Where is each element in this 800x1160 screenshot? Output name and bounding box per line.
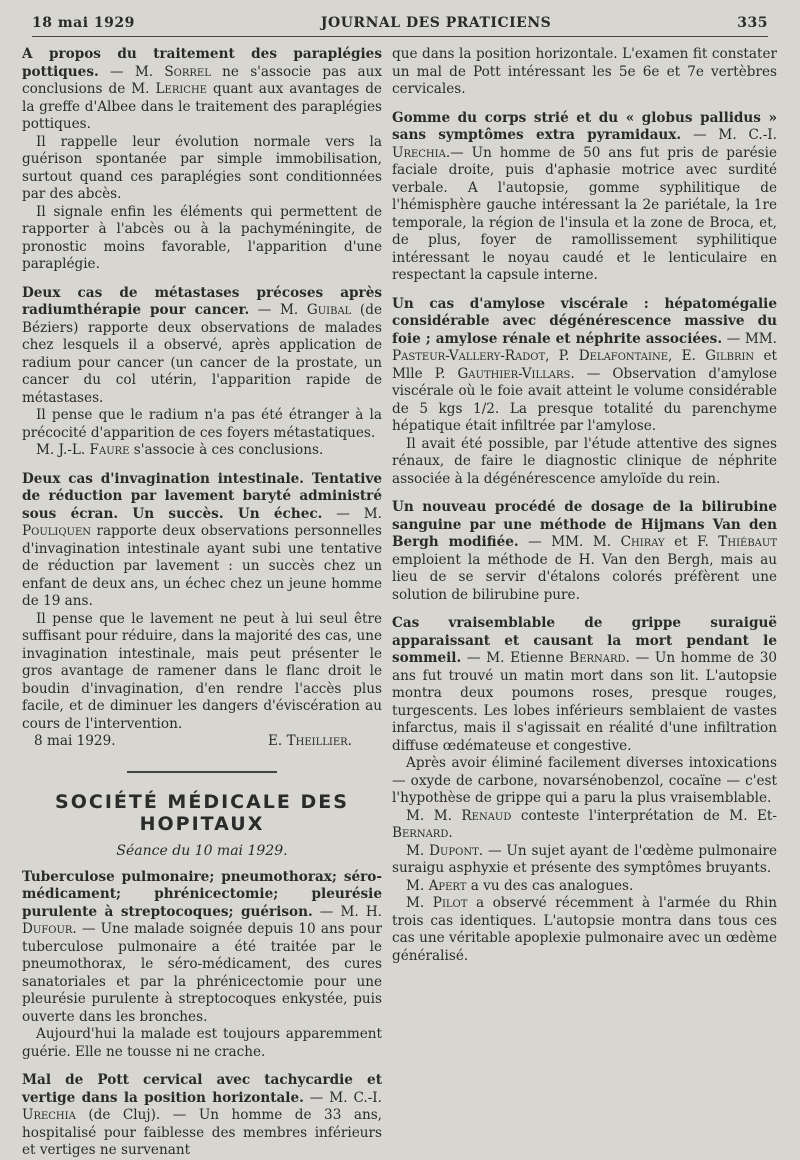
header-journal-title: JOURNAL DES PRATICIENS — [320, 15, 552, 31]
text: a observé récemment à l'armée du Rhin trois cas identiques. L'autopsie montra dans tous ces cas une véritable apoplexie pulmonaire avec un œdème généralisé. — [392, 895, 778, 964]
author-name: Leriche — [155, 81, 207, 97]
paragraph: Aujourd'hui la malade est toujours apparemment guérie. Elle ne tousse ni ne crache. — [22, 1026, 382, 1060]
paragraph-continued: que dans la position horizontale. L'examen fit constater un mal de Pott intéressant les 5e 6e et 7e vertèbres cervicales. — [392, 46, 777, 97]
society-heading: SOCIÉTÉ MÉDICALE DES HOPITAUX — [55, 790, 349, 835]
spacer — [392, 604, 777, 615]
text: et Mlle P. — [392, 348, 777, 382]
text: M. — [406, 842, 430, 859]
author-name: Sorrel — [164, 63, 211, 80]
text: — M. C.-I. — [681, 127, 777, 143]
spacer — [392, 488, 777, 499]
paragraph: Après avoir éliminé facilement diverses intoxications — oxyde de carbone, novarsénobenzol, cocaïne — c'est l'hypothèse de grippe qui a paru la plus vraisemblable. — [392, 755, 777, 806]
author-name: Pilot — [432, 895, 468, 911]
text: M. J.-L. — [36, 442, 90, 458]
text: M. M. — [406, 807, 462, 824]
author-name: Chiray — [620, 534, 665, 550]
text: — M. — [322, 505, 382, 522]
article-metastases — [22, 285, 382, 408]
author-name: Pouliquen — [22, 523, 92, 539]
signature-date: 8 mai 1929. — [34, 733, 116, 749]
text: et F. — [664, 534, 719, 550]
header-rule — [32, 36, 768, 37]
left-column — [22, 46, 382, 1160]
signature-author: E. Theillier. — [268, 733, 352, 749]
article-title: Tuberculose pulmonaire; pneumothorax; séro-médicament; phrénicectomie; pleurésie purulente à streptocoques; guérison. — [22, 868, 382, 920]
paragraph — [392, 843, 777, 878]
text: — M. Etienne — [461, 650, 570, 666]
author-name: Renaud — [461, 807, 512, 824]
text: . — Observation d'amylose viscérale où le foie avait atteint le volume considérable de 5 kgs 1/2. La presque totalité du parenchyme hépatique était infiltrée par l'amylose. — [392, 365, 777, 434]
paragraph — [22, 442, 382, 460]
article-title: Un cas d'amylose viscérale : hépatomégalie considérable avec dégénérescence massive du foie ; amylose rénale et néphrite associées. — [392, 295, 777, 347]
author-name: Gauthier-Villars — [457, 365, 571, 382]
text: s'associe à ces conclusions. — [129, 442, 324, 458]
author-name: Dupont — [429, 842, 479, 859]
article-bilirubine — [392, 499, 777, 604]
article-title: Deux cas de métastases précoses après radiumthérapie pour cancer. — [22, 284, 382, 318]
author-name: Bernard — [392, 825, 449, 841]
author-name: Guibal — [306, 302, 352, 318]
author-name: Pasteur-Vallery-Radot — [392, 348, 546, 364]
author-name: Faure — [89, 442, 130, 458]
article-title: Mal de Pott cervical avec tachycardie et vertige dans la position horizontale. — [22, 1072, 382, 1106]
author-name: Delafontaine — [578, 348, 669, 364]
paragraph — [392, 808, 777, 843]
article-title: Gomme du corps strié et du « globus pallidus » sans symptômes extra pyramidaux. — [392, 109, 777, 143]
article-amylose — [392, 296, 777, 436]
text: — M. — [109, 63, 165, 80]
article-grippe — [392, 615, 777, 755]
text: , P. — [545, 348, 579, 364]
author-name: Apert — [428, 877, 467, 894]
session-date: Séance du 10 mai 1929. — [116, 842, 288, 859]
text: emploient la méthode de H. Van den Bergh, mais au lieu de se servir d'étalons colorés préfèrent une solution de bilirubine pure. — [392, 551, 777, 603]
right-column — [392, 46, 777, 965]
text: — MM. — [722, 330, 777, 347]
text: ne s'associe pas aux conclusions de M. — [22, 63, 382, 97]
article-mal-de-pott — [22, 1072, 382, 1160]
text: , E. — [668, 348, 706, 364]
spacer — [392, 285, 777, 296]
author-name: Urechia — [22, 1107, 76, 1123]
text: — M. C.-I. — [303, 1089, 382, 1106]
paragraph — [392, 878, 777, 896]
text: M. — [406, 877, 429, 894]
article-title: A propos du traitement des paraplégies pottiques. — [22, 46, 382, 80]
text: — M. H. — [312, 903, 382, 920]
paragraph: Il pense que le lavement ne peut à lui seul être suffisant pour réduire, dans la majorité des cas, une invagination intestinale, mais peut présenter le gros avantage de ramener dans le flanc droit le boudin d'invagination, d'en rendre l'accès plus facile, et de diminuer les dangers d'éviscération au cours de l'intervention. — [22, 610, 382, 732]
text: M. — [406, 895, 433, 911]
article-title: Cas vraisemblable de grippe suraiguë apparaissant et causant la mort pendant le sommeil. — [392, 615, 777, 666]
signature-line — [22, 733, 382, 751]
article-title: Deux cas d'invagination intestinale. Tentative de réduction par lavement baryté administré sous écran. Un succès. Un échec. — [22, 470, 382, 522]
text: . — Un sujet ayant de l'œdème pulmonaire suraigu asphyxie et présente des symptômes bruyants. — [392, 842, 777, 876]
author-name: Gilbrin — [705, 348, 755, 364]
text: rapporte deux observations personnelles d'invagination intestinale ayant subi une tentative de réduction par lavement : un succès chez un enfant de deux ans, un échec chez un jeune homme de 19 ans. — [22, 523, 382, 609]
header-date: 18 mai 1929 — [32, 15, 135, 31]
paragraph: Il avait été possible, par l'étude attentive des signes rénaux, de faire le diagnostic clinique de néphrite associée à la dégénérescence amyloïde du rein. — [392, 435, 777, 487]
paragraph — [392, 895, 777, 965]
text: conteste l'interprétation de M. Et- — [511, 807, 777, 824]
article-paraplegies — [22, 46, 382, 134]
spacer — [22, 1061, 382, 1072]
author-name: Urechia — [392, 144, 446, 161]
text: .— Un homme de 50 ans fut pris de parésie faciale droite, puis d'aphasie motrice avec surdité verbale. A l'autopsie, gomme syphilitique de l'hémisphère gauche intéressant la 2e pariétale, la 1re temporale, la région de l'insula et la zone de Broca, et, de plus, foyer de ramollissement syphilitique intéressant le noyau caudé et le lenticulaire en respectant la capsule interne. — [392, 144, 777, 283]
text: quant aux avantages de la greffe d'Albee dans le traitement des paraplégies pottiques. — [22, 81, 382, 132]
article-invagination — [22, 471, 382, 611]
article-title: Un nouveau procédé de dosage de la bilirubine sanguine par une méthode de Hijmans Van den Bergh modifiée. — [392, 499, 777, 550]
paragraph: Il rappelle leur évolution normale vers la guérison spontanée par simple immobilisation, surtout quand ces paraplégies sont conditionnées par des abcès. — [22, 133, 382, 202]
spacer — [22, 274, 382, 285]
paragraph: Il signale enfin les éléments qui permettent de rapporter à l'abcès ou à la pachyméningite, de pronostic moins favorable, l'apparition d'une paraplégie. — [22, 203, 382, 272]
text: — MM. M. — [518, 534, 621, 550]
article-gomme — [392, 110, 777, 285]
paragraph: Il pense que le radium n'a pas été étranger à la précocité d'apparition de ces foyers métastatiques. — [22, 407, 382, 441]
author-name: Bernard — [569, 650, 626, 666]
text: . — [448, 825, 453, 841]
text: . — Un homme de 30 ans fut trouvé un matin mort dans son lit. L'autopsie montra deux poumons roses, presque rouges, turgescents. Les lobes inférieurs semblaient de vastes infarctus, mais il s'agissait en réalité d'une infiltration diffuse œdémateuse et congestive. — [392, 650, 778, 754]
text: . — Une malade soignée depuis 10 ans pour tuberculose pulmonaire a été traitée par le pneumothorax, le séro-médicament, des cures sanatoriales et par la phrénicectomie pour une pleurésie purulente à streptocoques enkystée, puis ouverte dans les bronches. — [22, 921, 382, 1025]
section-divider — [127, 771, 277, 773]
author-name: Thiébaut — [718, 534, 778, 550]
text: (de Béziers) rapporte deux observations de malades chez lesquels il a observé, après application de radium pour cancer (un cancer de la prostate, un cancer du col utérin, l'apparition rapide de métastases. — [22, 302, 382, 406]
header-page-number: 335 — [737, 15, 768, 31]
running-header — [32, 12, 768, 34]
text: a vu des cas analogues. — [466, 877, 634, 894]
author-name: Dufour — [22, 921, 73, 937]
text: (de Cluj). — Un homme de 33 ans, hospitalisé pour faiblesse des membres inférieurs et vertiges ne survenant — [22, 1107, 382, 1158]
spacer — [22, 460, 382, 471]
text: — M. — [249, 302, 307, 318]
article-tuberculose — [22, 869, 382, 1027]
spacer — [392, 99, 777, 110]
